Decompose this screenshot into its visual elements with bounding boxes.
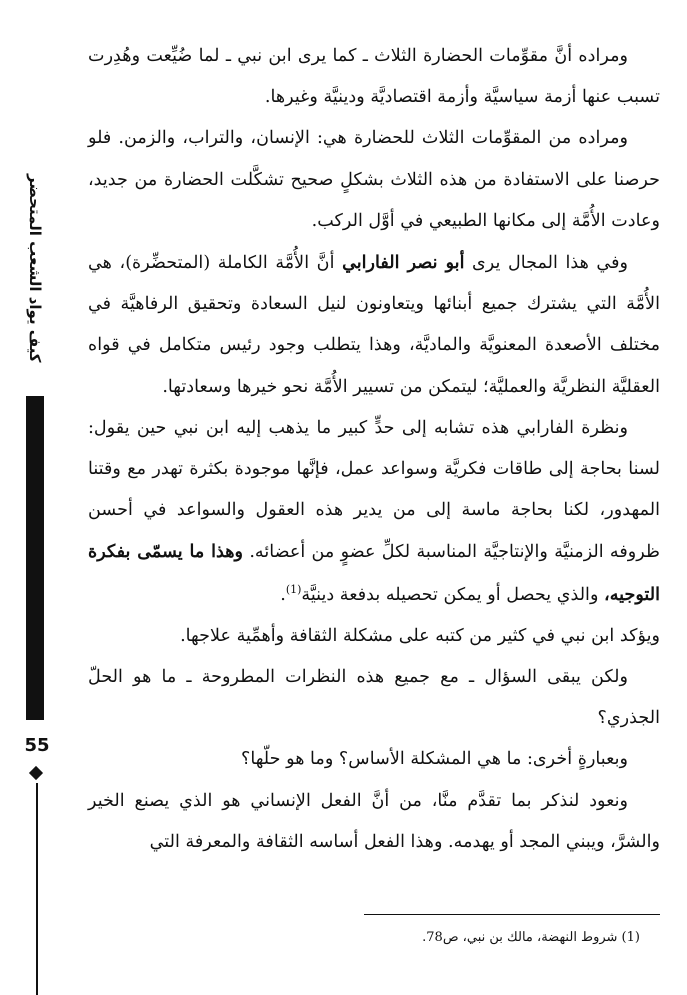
footnote-marker: (1) <box>285 582 302 596</box>
paragraph-4-tail: والذي يحصل أو يمكن تحصيله بدفعة دينيَّة <box>301 584 599 605</box>
paragraph-7: وبعبارةٍ أخرى: ما هي المشكلة الأساس؟ وما هو حلّها؟ <box>241 749 628 770</box>
body-text <box>88 36 660 863</box>
farabi-name: أبو نصر الفارابي <box>342 252 465 274</box>
diamond-ornament-icon <box>29 766 43 780</box>
footnote: (1) شروط النهضة، مالك بن نبي، ص78. <box>422 930 640 945</box>
paragraph-5: ويؤكد ابن نبي في كثير من كتبه على مشكلة الثقافة وأهمِّية علاجها. <box>180 625 660 646</box>
paragraph-3 <box>88 242 660 408</box>
side-black-bar <box>26 396 44 720</box>
footnote-separator <box>364 914 660 915</box>
guidance-idea-phrase: وهذا ما يسمّى بفكرة التوجيه، <box>88 541 660 605</box>
paragraph-4-text: ونظرة الفارابي هذه تشابه إلى حدٍّ كبير ما يذهب إليه ابن نبي حين يقول: لسنا بحاجة إلى طاقات فكريَّة وسواعد عمل، فإنَّها موجودة بكثرة تهدر مع وقتنا المهدور، لكنا بحاجة ماسة إلى من يدير هذه العقول والسواعد في أحسن ظروفه الزمنيَّة والإنتاجيَّة المناسبة لكلِّ عضوٍ من أعضائه. <box>88 417 660 563</box>
paragraph-4 <box>88 408 660 616</box>
paragraph-3-intro: وفي هذا المجال يرى <box>472 253 628 274</box>
paragraph-4-end: . <box>280 584 286 605</box>
paragraph-1: ومراده أنَّ مقوِّمات الحضارة الثلاث ـ كما يرى ابن نبي ـ لما ضُيِّعت وهُدِرت تسبب عنها أزمة سياسيَّة وأزمة اقتصاديَّة ودينيَّة وغيرها. <box>88 46 660 108</box>
page-number: 55 <box>24 735 50 756</box>
paragraph-6: ولكن يبقى السؤال ـ مع جميع هذه النظرات المطروحة ـ ما هو الحلّ الجذري؟ <box>88 667 660 729</box>
paragraph-8: ونعود لنذكر بما تقدَّم منَّا، من أنَّ الفعل الإنساني هو الذي يصنع الخير والشرَّ، ويبني المجد أو يهدمه. وهذا الفعل أساسه الثقافة والمعرفة التي <box>88 790 660 852</box>
paragraph-2: ومراده من المقوِّمات الثلاث للحضارة هي: الإنسان، والتراب، والزمن. فلو حرصنا على الاستفادة من هذه الثلاث بشكلٍ صحيح تشكَّلت الحضارة من جديد، وعادت الأُمَّة إلى مكانها الطبيعي في أوَّل الركب. <box>88 128 660 231</box>
side-vertical-rule <box>36 783 38 995</box>
running-book-title: كيف يواد الشعب المتحضر <box>26 173 44 363</box>
paragraph-3-rest: أنَّ الأُمَّة الكاملة (المتحضِّرة)، هي الأُمَّة التي يشترك جميع أبنائها ويتعاونون لنيل السعادة وتحقيق الرفاهيَّة في مختلف الأصعدة المعنويَّة والماديَّة، وهذا يتطلب وجود رئيس متكامل في قواه العقليَّة النظريَّة والعمليَّة؛ ليتمكن من تسيير الأُمَّة نحو خيرها وسعادتها. <box>88 253 660 397</box>
